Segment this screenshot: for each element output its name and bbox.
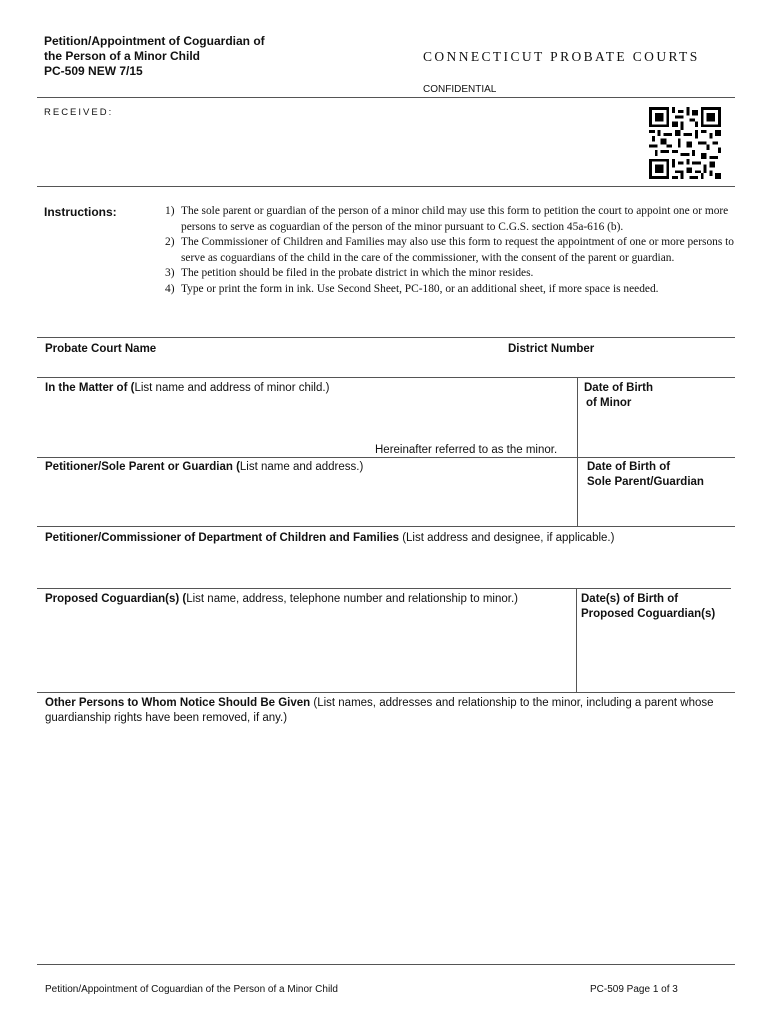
minor-dob-field[interactable] <box>584 381 653 411</box>
petitioner-top-divider <box>37 457 735 458</box>
coguardian-dob-field[interactable] <box>581 592 715 622</box>
form-title-line: the Person of a Minor Child <box>44 49 201 63</box>
coguardian-top-divider <box>37 588 731 589</box>
footer-page-number: PC-509 Page 1 of 3 <box>590 984 678 995</box>
footer-form-title: Petition/Appointment of Coguardian of the Person of a Minor Child <box>45 984 338 995</box>
received-divider <box>37 186 735 187</box>
instruction-item <box>165 235 755 266</box>
form-top-divider <box>37 337 735 338</box>
parent-dob-field[interactable] <box>587 460 704 490</box>
matter-top-divider <box>37 377 735 378</box>
dob-coguardian-label: Proposed Coguardian(s) <box>581 608 716 620</box>
instruction-number: 2) <box>165 236 175 249</box>
probate-court-name-label: Probate Court Name <box>45 343 157 355</box>
court-name: CONNECTICUT PROBATE COURTS <box>423 49 700 64</box>
minor-name-address-field[interactable] <box>45 381 329 396</box>
instruction-text: The Commissioner of Children and Families may also use this form to request the appointment of one or more persons to serve as coguardians of the child in the care of the commissioner, with the consent of the parent or guardian. <box>181 236 734 264</box>
confidential-label: CONFIDENTIAL <box>423 84 497 95</box>
instruction-number: 4) <box>165 282 175 295</box>
commissioner-label: Petitioner/Commissioner of Department of Children and Families <box>45 532 400 544</box>
dob-parent-label: Date of Birth of <box>587 461 671 473</box>
other-persons-hint: (List names, addresses and relationship to the minor, including a parent whose guardianship rights have been removed, if any.) <box>45 697 714 724</box>
form-title <box>44 34 265 79</box>
instruction-item <box>165 204 755 235</box>
instruction-text: The sole parent or guardian of the person of a minor child may use this form to petition the court to appoint one or more persons to serve as coguardian of the person of the minor pursuant to C.G.S. section 45a-616 (b). <box>181 205 729 233</box>
petitioner-label: Petitioner/Sole Parent or Guardian ( <box>45 461 240 473</box>
instruction-item <box>165 282 755 298</box>
qr-code-icon <box>649 106 721 180</box>
hereinafter-note: Hereinafter referred to as the minor. <box>375 444 558 456</box>
district-number-label: District Number <box>508 343 595 355</box>
matter-of-label: In the Matter of ( <box>45 382 135 394</box>
form-title-line: Petition/Appointment of Coguardian of <box>44 34 265 48</box>
instruction-text: Type or print the form in ink. Use Second Sheet, PC-180, or an additional sheet, if more space is needed. <box>181 282 659 295</box>
petitioner-name-address-field[interactable] <box>45 460 363 475</box>
matter-of-hint: List name and address of minor child.) <box>134 382 330 394</box>
instructions-list <box>165 204 755 298</box>
dob-parent-label: Sole Parent/Guardian <box>587 476 704 488</box>
commissioner-hint: (List address and designee, if applicable.) <box>399 532 615 544</box>
dob-column-divider <box>577 377 578 526</box>
commissioner-field[interactable] <box>45 531 614 546</box>
instruction-number: 3) <box>165 267 175 280</box>
dob-coguardian-label: Date(s) of Birth of <box>581 593 679 605</box>
received-label: RECEIVED: <box>44 107 114 118</box>
form-number: PC-509 NEW 7/15 <box>44 64 143 78</box>
instruction-text: The petition should be filed in the probate district in which the minor resides. <box>181 267 534 280</box>
footer-divider <box>37 964 735 965</box>
other-persons-label: Other Persons to Whom Notice Should Be Given <box>45 697 311 709</box>
instruction-item <box>165 266 755 282</box>
dob-minor-label: of Minor <box>586 397 632 409</box>
coguardian-label: Proposed Coguardian(s) ( <box>45 593 187 605</box>
probate-court-name-field[interactable] <box>45 342 156 357</box>
coguardian-field[interactable] <box>45 592 518 607</box>
header-divider <box>37 97 735 98</box>
coguardian-dob-divider <box>576 588 577 693</box>
other-persons-top-divider <box>37 692 735 693</box>
other-persons-field[interactable] <box>45 696 725 726</box>
dob-minor-label: Date of Birth <box>584 382 653 394</box>
instruction-number: 1) <box>165 205 175 217</box>
instructions-label: Instructions: <box>44 205 117 219</box>
commissioner-top-divider <box>37 526 735 527</box>
coguardian-hint: List name, address, telephone number and relationship to minor.) <box>186 593 518 605</box>
petitioner-hint: List name and address.) <box>239 461 364 473</box>
district-number-field[interactable] <box>508 342 594 357</box>
